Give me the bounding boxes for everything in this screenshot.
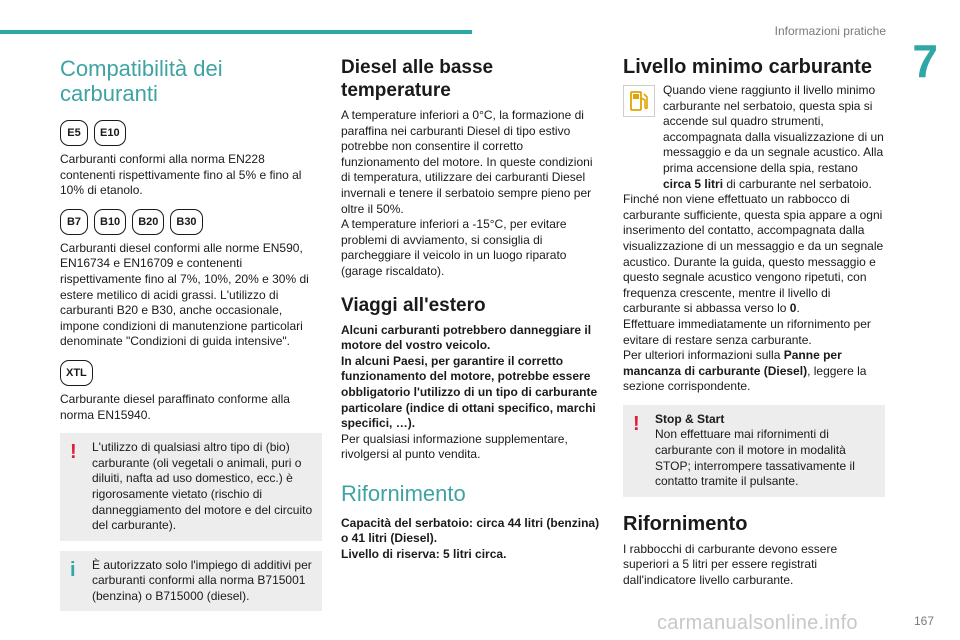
- fuel-badge-b10: B10: [94, 209, 126, 235]
- heading-fuel-compatibility: Compatibilità dei carburanti: [60, 56, 223, 106]
- chapter-number: 7: [912, 35, 938, 87]
- column-fuel-compatibility: [60, 56, 322, 611]
- page-number: 167: [913, 614, 934, 628]
- heading-min-fuel: Livello minimo carburante: [623, 56, 872, 78]
- fuel-badge-b20: B20: [132, 209, 164, 235]
- fuel-pump-icon: [623, 85, 655, 117]
- fuel-badge-xtl: XTL: [60, 360, 93, 386]
- paragraph-abroad-info: Per qualsiasi informazione supplementare, rivolgersi al punto vendita.: [341, 431, 568, 462]
- fuel-badge-b7: B7: [60, 209, 88, 235]
- warning-text: L'utilizzo di qualsiasi altro tipo di (bio) carburante (oli vegetali o animali, puri o diluiti, nafta ad uso domestico, ecc.) è rigorosamente vietato (rischio di danneggiamento del motore e del circuito del carburante).: [92, 440, 313, 533]
- paragraph-diesel: Carburanti diesel conformi alle norme EN590, EN16734 e EN16709 e contenenti rispettivamente fino al 7%, 10%, 20% e 30% di estere metilico di acidi grassi. L'utilizzo di carburanti B20 e B30, anche occasionale, impone condizioni di manutenzione particolari denominate "Condizioni di guida intensive".: [60, 240, 309, 349]
- section-title: Informazioni pratiche: [774, 24, 886, 38]
- heading-refuelling-2: Rifornimento: [623, 512, 748, 535]
- paragraph-xtl: Carburante diesel paraffinato conforme alla norma EN15940.: [60, 391, 290, 422]
- min-fuel-paragraph-4: [623, 348, 885, 395]
- see-also-text-end: , leggere la sezione corrispondente.: [623, 363, 867, 394]
- heading-travel-abroad: Viaggi all'estero: [341, 294, 486, 316]
- exclamation-icon: !: [70, 441, 77, 464]
- fuel-warning-row: [623, 85, 885, 192]
- min-fuel-intro: [663, 83, 885, 192]
- paragraph-diesel-cold: A temperature inferiori a -15°C, per evitare problemi di avviamento, si consiglia di parcheggiare il veicolo in un luogo riparato (garage riscaldato).: [341, 217, 567, 278]
- min-fuel-text-end: di carburante nel serbatoio.: [723, 176, 872, 191]
- badge-group-diesel: [60, 209, 322, 235]
- stop-start-text: Non effettuare mai rifornimenti di carburante con il motore in modalità STOP; interrompere tassativamente il contatto tramite il pulsante.: [655, 427, 855, 489]
- stop-start-title: Stop & Start: [655, 411, 725, 426]
- badge-group-petrol: [60, 120, 322, 146]
- header-accent-bar: [0, 30, 472, 34]
- paragraph-diesel-winter: A temperature inferiori a 0°C, la formazione di paraffina nei carburanti Diesel di tipo estivo potrebbe non consentire il corretto funzionamento del motore. In queste condizioni di temperatura, utilizzare dei carburanti Diesel invernali e tenere il serbatoio sempre pieno per oltre il 50%.: [341, 108, 593, 216]
- tank-capacity: Capacità del serbatoio: circa 44 litri (benzina) o 41 litri (Diesel).: [341, 515, 600, 546]
- warning-box-fuel: [60, 433, 322, 541]
- heading-refuelling: Rifornimento: [341, 480, 466, 506]
- paragraph-petrol: Carburanti conformi alla norma EN228 contenenti rispettivamente fino al 5% e fino al 10% di etanolo.: [60, 152, 302, 198]
- info-text: È autorizzato solo l'impiego di additivi per carburanti conformi alla norma B715001 (benzina) o B715000 (diesel).: [92, 557, 312, 603]
- min-fuel-text: Quando viene raggiunto il livello minimo carburante nel serbatoio, questa spia si accende sul quadro strumenti, accompagnata dalla visualizzazione di un messaggio e da un segnale acustico. Alla prima accensione della spia, restano: [663, 83, 884, 175]
- paragraph-abroad-warning: Alcuni carburanti potrebbero danneggiare il motore del vostro veicolo.: [341, 322, 592, 353]
- column-min-fuel: [623, 56, 885, 589]
- warning-box-stop-start: [623, 405, 885, 497]
- min-fuel-period: .: [796, 301, 800, 316]
- exclamation-icon: !: [633, 412, 640, 435]
- min-fuel-liters: circa 5 litri: [663, 176, 724, 191]
- see-also-link: Panne per mancanza di carburante (Diesel): [623, 348, 842, 378]
- min-fuel-paragraph-3: Effettuare immediatamente un rifornimento per evitare di restare senza carburante.: [623, 316, 871, 347]
- fuel-badge-e10: E10: [94, 120, 126, 146]
- min-fuel-repeat-text: Finché non viene effettuato un rabbocco di carburante sufficiente, questa spia appare a ogni inserimento del contatto, accompagnata dalla visualizzazione di un messaggio e da un segnale acustico. Durante la guida, questo messaggio e questo segnale acustico vengono ripetuti, con frequenza crescente, mentre il livello di carburante si abbassa verso lo: [623, 192, 884, 316]
- badge-group-xtl: [60, 360, 322, 386]
- heading-diesel-low-temp: Diesel alle basse temperature: [341, 57, 494, 101]
- see-also-text: Per ulteriori informazioni sulla: [623, 348, 784, 363]
- fuel-badge-b30: B30: [170, 209, 202, 235]
- info-icon: i: [70, 558, 76, 581]
- column-diesel-abroad: [341, 56, 603, 563]
- refuelling-paragraph: I rabbocchi di carburante devono essere superiori a 5 litri per essere registrati dall'indicatore livello carburante.: [623, 541, 838, 588]
- min-fuel-paragraph-2: [623, 192, 885, 317]
- watermark: carmanualsonline.info: [657, 612, 858, 634]
- reserve-level: Livello di riserva: 5 litri circa.: [341, 547, 507, 562]
- fuel-badge-e5: E5: [60, 120, 88, 146]
- min-fuel-zero: 0: [789, 301, 797, 316]
- paragraph-abroad-countries: In alcuni Paesi, per garantire il corretto funzionamento del motore, potrebbe essere obbligatorio l'utilizzo di un tipo di carburante particolare (indice di ottani specifico, marchi specifici, …).: [341, 353, 598, 431]
- info-box-additives: [60, 551, 322, 612]
